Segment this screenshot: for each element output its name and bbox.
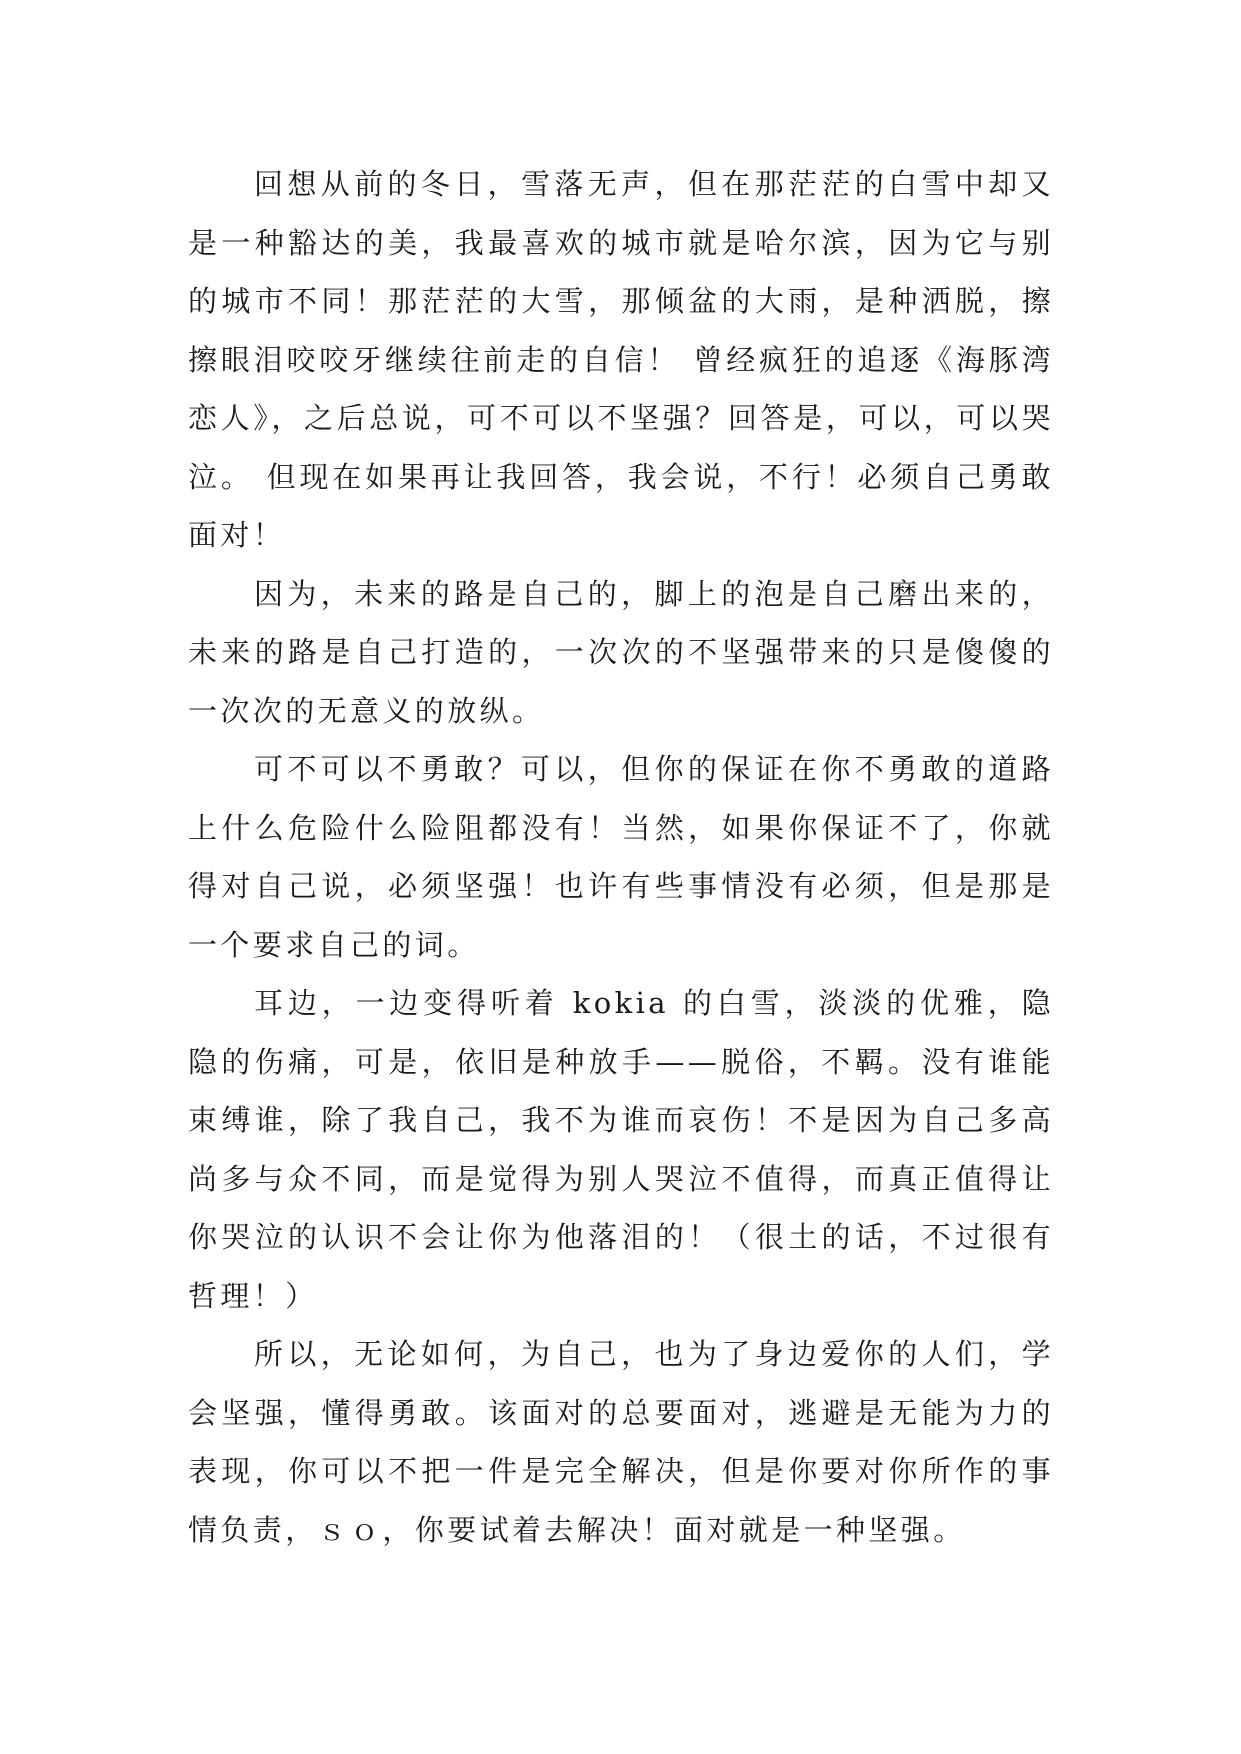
paragraph-5: 所以，无论如何，为自己，也为了身边爱你的人们，学会坚强，懂得勇敢。该面对的总要面对，逃避是无能为力的表现，你可以不把一件是完全解决，但是你要对你所作的事情负责，ｓｏ，你要试着去解决！面对就是一种坚强。 [188, 1337, 1054, 1547]
document-body [188, 155, 1054, 1559]
paragraph-2: 因为，未来的路是自己的，脚上的泡是自己磨出来的，未来的路是自己打造的，一次次的不坚强带来的只是傻傻的一次次的无意义的放纵。 [188, 576, 1054, 728]
paragraph-3: 可不可以不勇敢？可以，但你的保证在你不勇敢的道路上什么危险什么险阻都没有！当然，如果你保证不了，你就得对自己说，必须坚强！也许有些事情没有必须，但是那是一个要求自己的词。 [188, 752, 1054, 962]
paragraph-4: 耳边，一边变得听着 kokia 的白雪，淡淡的优雅，隐隐的伤痛，可是，依旧是种放手——脱俗，不羁。没有谁能束缚谁，除了我自己，我不为谁而哀伤！不是因为自己多高尚多与众不同，而是觉得为别人哭泣不值得，而真正值得让你哭泣的认识不会让你为他落泪的！（很土的话，不过很有哲理！） [188, 986, 1054, 1313]
paragraph-1: 回想从前的冬日，雪落无声，但在那茫茫的白雪中却又是一种豁达的美，我最喜欢的城市就是哈尔滨，因为它与别的城市不同！那茫茫的大雪，那倾盆的大雨，是种洒脱，擦擦眼泪咬咬牙继续往前走的自信！ 曾经疯狂的追逐《海豚湾恋人》，之后总说，可不可以不坚强？回答是，可以，可以哭泣。 但现在如果再让我回答，我会说，不行！必须自己勇敢面对！ [188, 167, 1054, 552]
